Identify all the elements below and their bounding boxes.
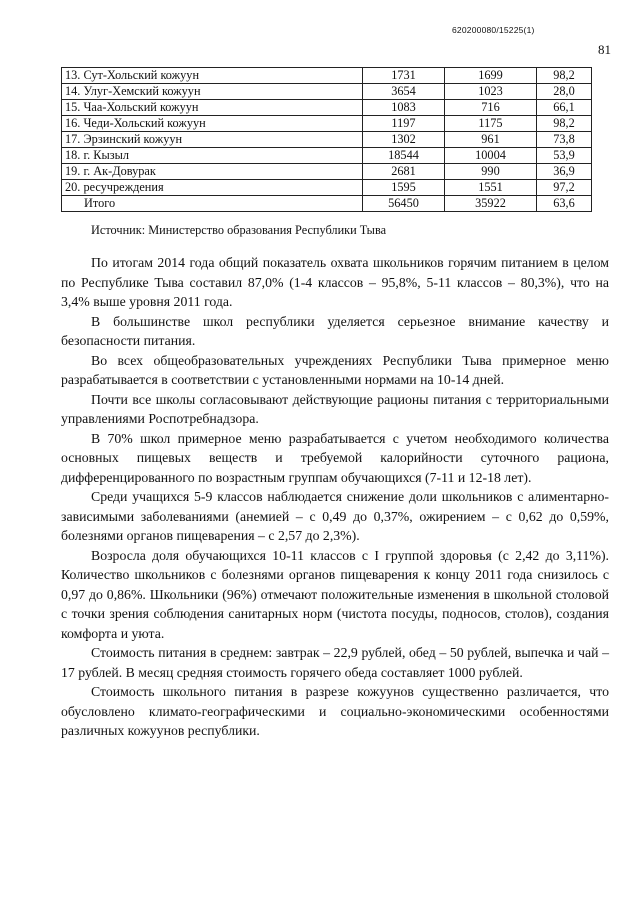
coverage-percent-cell: 63,6 xyxy=(537,196,592,212)
hot-meal-students-cell: 1023 xyxy=(445,84,537,100)
total-students-cell: 3654 xyxy=(363,84,445,100)
hot-meal-students-cell: 1699 xyxy=(445,68,537,84)
document-id: 620200080/15225(1) xyxy=(452,25,535,35)
coverage-percent-cell: 66,1 xyxy=(537,100,592,116)
source-note: Источник: Министерство образования Республики Тыва xyxy=(91,223,387,237)
page-number: 81 xyxy=(598,42,611,57)
coverage-percent-cell: 28,0 xyxy=(537,84,592,100)
body-paragraph: В большинстве школ республики уделяется серьезное внимание качеству и безопасности питания. xyxy=(61,313,609,348)
body-paragraph: Стоимость питания в среднем: завтрак – 22,9 рублей, обед – 50 рублей, выпечка и чай – 17 рублей. В месяц средняя стоимость горячего обеда составляет 1000 рублей. xyxy=(61,645,609,680)
region-name-cell: 16. Чеди-Хольский кожуун xyxy=(62,116,363,132)
hot-meal-students-cell: 961 xyxy=(445,132,537,148)
total-students-cell: 1595 xyxy=(363,180,445,196)
hot-meal-students-cell: 35922 xyxy=(445,196,537,212)
statistics-table xyxy=(61,67,592,212)
hot-meal-students-cell: 10004 xyxy=(445,148,537,164)
body-paragraph: Почти все школы согласовывают действующие рационы питания с территориальными управлениями Роспотребнадзора. xyxy=(61,391,609,426)
total-students-cell: 2681 xyxy=(363,164,445,180)
table-row xyxy=(62,100,592,116)
body-paragraph: Во всех общеобразовательных учреждениях Республики Тыва примерное меню разрабатывается в соответствии с установленными нормами на 10-14 дней. xyxy=(61,352,609,387)
coverage-percent-cell: 73,8 xyxy=(537,132,592,148)
hot-meal-students-cell: 716 xyxy=(445,100,537,116)
region-name-cell: 17. Эрзинский кожуун xyxy=(62,132,363,148)
total-students-cell: 1083 xyxy=(363,100,445,116)
region-name-cell: 20. ресучреждения xyxy=(62,180,363,196)
region-name-cell: 14. Улуг-Хемский кожуун xyxy=(62,84,363,100)
total-students-cell: 1731 xyxy=(363,68,445,84)
table-row xyxy=(62,180,592,196)
hot-meal-students-cell: 1175 xyxy=(445,116,537,132)
region-name-cell: 19. г. Ак-Довурак xyxy=(62,164,363,180)
table-row xyxy=(62,164,592,180)
region-name-cell: 13. Сут-Хольский кожуун xyxy=(62,68,363,84)
table-row xyxy=(62,148,592,164)
body-paragraph: По итогам 2014 года общий показатель охвата школьников горячим питанием в целом по Республике Тыва составил 87,0% (1-4 классов – 95,8%, 5-11 классов – 80,3%), что на 3,4% выше уровня 2011 года. xyxy=(61,255,609,309)
coverage-percent-cell: 36,9 xyxy=(537,164,592,180)
table-row xyxy=(62,84,592,100)
coverage-percent-cell: 97,2 xyxy=(537,180,592,196)
table-body xyxy=(62,68,592,212)
hot-meal-students-cell: 990 xyxy=(445,164,537,180)
body-text xyxy=(61,253,609,741)
region-name-cell: 18. г. Кызыл xyxy=(62,148,363,164)
total-students-cell: 18544 xyxy=(363,148,445,164)
region-name-cell: Итого xyxy=(62,196,363,212)
hot-meal-students-cell: 1551 xyxy=(445,180,537,196)
coverage-percent-cell: 98,2 xyxy=(537,116,592,132)
total-students-cell: 56450 xyxy=(363,196,445,212)
table-row xyxy=(62,132,592,148)
table-row xyxy=(62,116,592,132)
total-students-cell: 1302 xyxy=(363,132,445,148)
body-paragraph: В 70% школ примерное меню разрабатывается с учетом необходимого количества основных пищевых веществ и требуемой калорийности суточного рациона, дифференцированного по возрастным группам обучающихся (7-11 и 12-18 лет). xyxy=(61,430,609,485)
total-students-cell: 1197 xyxy=(363,116,445,132)
table-row xyxy=(62,68,592,84)
table-total-row xyxy=(62,196,592,212)
coverage-percent-cell: 98,2 xyxy=(537,68,592,84)
coverage-percent-cell: 53,9 xyxy=(537,148,592,164)
body-paragraph: Стоимость школьного питания в разрезе кожуунов существенно различается, что обусловлено климато-географическими и социально-экономическими особенностями различных кожуунов республики. xyxy=(61,684,609,738)
body-paragraph: Возросла доля обучающихся 10-11 классов с I группой здоровья (с 2,42 до 3,11%). Количество школьников с болезнями органов пищеварения к концу 2011 года снизилось с 0,97 до 0,86%. Школьники (96%) отмечают положительные изменения в школьной столовой с точки зрения соблюдения санитарных норм (чистота посуды, подносов, столов), создания комфорта и уюта. xyxy=(61,547,609,641)
region-name-cell: 15. Чаа-Хольский кожуун xyxy=(62,100,363,116)
body-paragraph: Среди учащихся 5-9 классов наблюдается снижение доли школьников с алиментарно-зависимыми заболеваниями (анемией – с 0,49 до 0,37%, ожирением – с 0,62 до 0,59%, болезнями органов пищеварения – с 2,57 до 2,3%). xyxy=(61,489,609,543)
